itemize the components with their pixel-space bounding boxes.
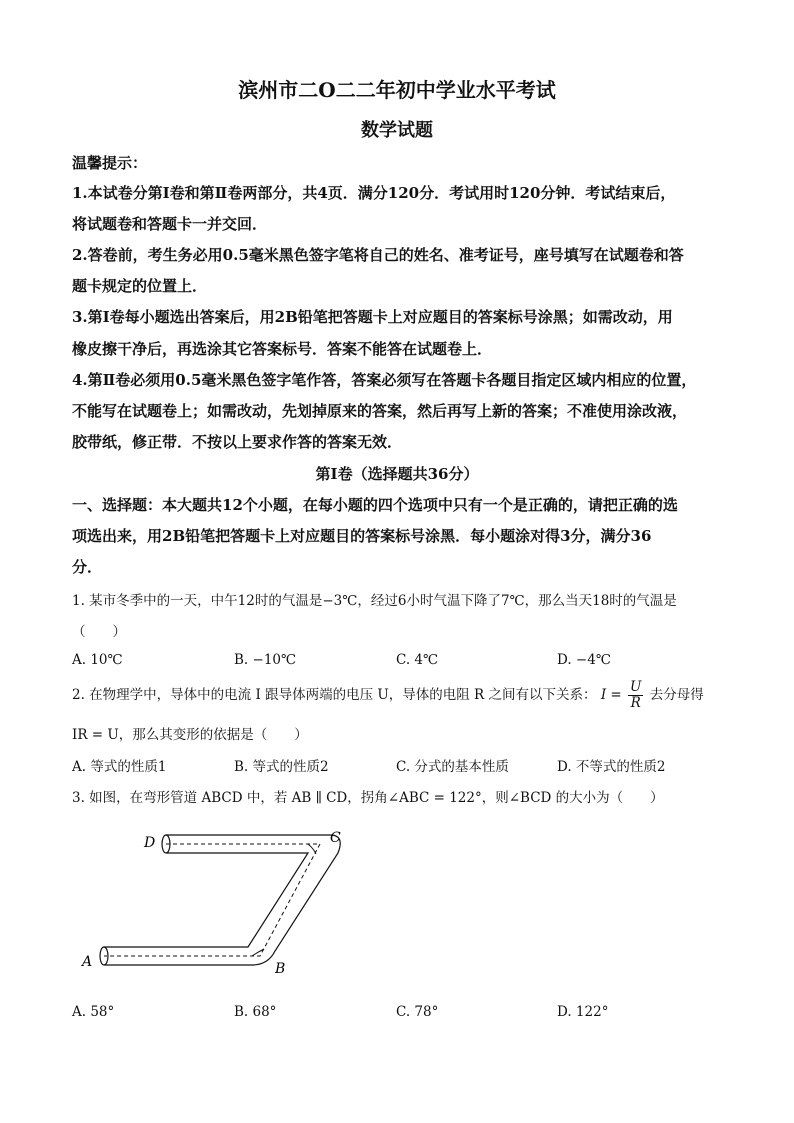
section-instruction: 项选出来，用2B铅笔把答题卡上对应题目的答案标号涂黑．每小题涂对得3分，满分36 [72, 527, 652, 545]
question-2-option-d[interactable]: D. 不等式的性质2 [557, 759, 666, 775]
section-instruction: 分． [72, 558, 103, 576]
question-2-stem [72, 679, 704, 711]
label-b: B [275, 961, 286, 977]
notice-line: 不能写在试题卷上；如需改动，先划掉原来的答案，然后再写上新的答案；不准使用涂改液， [72, 402, 688, 420]
question-1-stem: 1. 某市冬季中的一天，中午12时的气温是−3℃，经过6小时气温下降了7℃，那么当天18时的气温是 [72, 593, 677, 609]
formula-denominator: R [630, 695, 641, 711]
question-2-line2: IR = U，那么其变形的依据是（ ） [72, 727, 308, 743]
section-instruction: 一、选择题：本大题共12个小题，在每小题的四个选项中只有一个是正确的，请把正确的选 [72, 496, 678, 514]
pipe-figure [80, 825, 370, 985]
pipe-inner-edge [104, 853, 308, 947]
formula-fraction [628, 680, 643, 711]
question-3-stem: 3. 如图，在弯形管道 ABCD 中，若 AB ∥ CD，拐角∠ABC = 122°，则∠BCD 的大小为（ ） [72, 790, 664, 806]
question-3-option-a[interactable]: A. 58° [72, 1004, 115, 1020]
question-2-stem-tail: 去分母得 [649, 687, 704, 703]
question-1-option-a[interactable]: A. 10℃ [72, 652, 123, 668]
notice-line: 将试题卷和答题卡一并交回． [72, 215, 268, 233]
question-3-option-c[interactable]: C. 78° [396, 1004, 439, 1020]
angle-arc-c [308, 844, 316, 854]
question-2-option-a[interactable]: A. 等式的性质1 [72, 759, 167, 775]
question-2-option-c[interactable]: C. 分式的基本性质 [396, 759, 509, 775]
label-a: A [82, 954, 93, 970]
question-2-stem-text: 2. 在物理学中，导体中的电流 I 跟导体两端的电压 U，导体的电阻 R 之间有以下关系： [72, 687, 597, 703]
question-3-option-d[interactable]: D. 122° [557, 1004, 609, 1020]
formula-lhs: I = [600, 687, 622, 703]
notice-line: 橡皮擦干净后，再选涂其它答案标号．答案不能答在试题卷上． [72, 340, 493, 358]
notice-line: 1.本试卷分第Ⅰ卷和第Ⅱ卷两部分，共4页．满分120分．考试用时120分钟．考试结束后， [72, 184, 676, 202]
notice-line: 4.第Ⅱ卷必须用0.5毫米黑色签字笔作答，答案必须写在答题卡各题目指定区域内相应的位置， [72, 371, 697, 389]
notice-heading: 温馨提示： [72, 154, 148, 172]
notice-line: 3.第Ⅰ卷每小题选出答案后，用2B铅笔把答题卡上对应题目的答案标号涂黑；如需改动，用 [72, 308, 673, 326]
notice-line: 题卡规定的位置上． [72, 277, 208, 295]
notice-line: 胶带纸，修正带．不按以上要求作答的答案无效． [72, 433, 403, 451]
notice-line: 2.答卷前，考生务必用0.5毫米黑色签字笔将自己的姓名、准考证号，座号填写在试题卷和答 [72, 246, 684, 264]
formula-numerator: U [630, 679, 642, 695]
question-1-option-b[interactable]: B. −10℃ [234, 652, 297, 668]
exam-title: 滨州市二O二二年初中学业水平考试 [238, 78, 556, 102]
pipe-outer-edge [104, 835, 340, 965]
question-1-option-c[interactable]: C. 4℃ [396, 652, 439, 668]
pipe-centerline [104, 844, 320, 956]
question-1-option-d[interactable]: D. −4℃ [557, 652, 611, 668]
question-1-paren: （ ） [72, 624, 126, 640]
label-c: C [330, 830, 341, 846]
label-d: D [144, 835, 156, 851]
question-3-option-b[interactable]: B. 68° [234, 1004, 277, 1020]
question-2-option-b[interactable]: B. 等式的性质2 [234, 759, 329, 775]
section-heading: 第Ⅰ卷（选择题共36分） [315, 465, 479, 483]
exam-subtitle: 数学试题 [361, 120, 433, 141]
